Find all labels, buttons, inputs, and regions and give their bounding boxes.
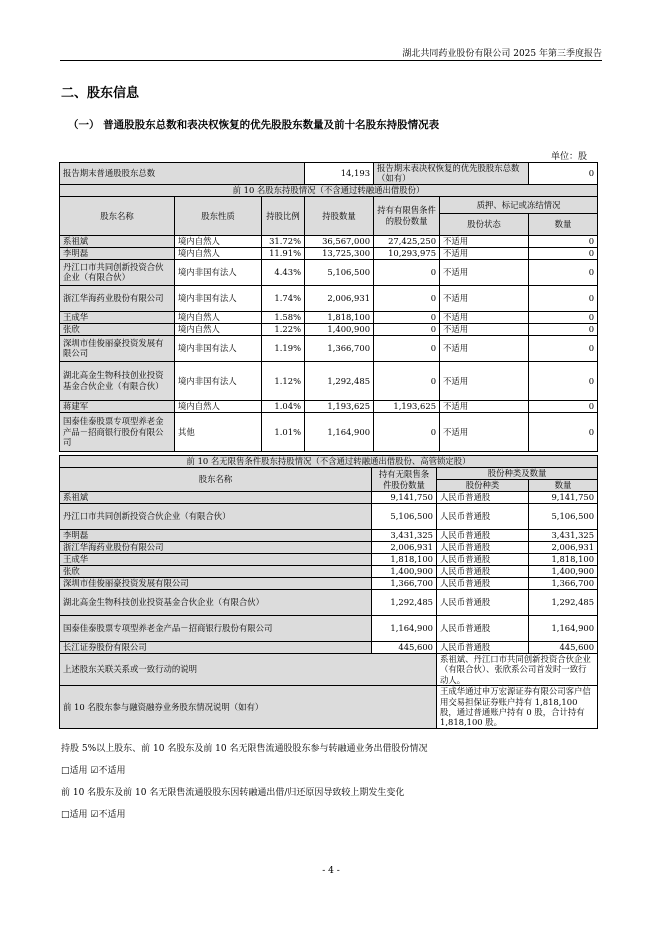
u-header-qty: 持有无限售条件股份数量	[372, 468, 437, 492]
u-header-count: 数量	[529, 480, 598, 492]
table-row: 深圳市佳俊丽豪投资发展有限公司 境内非国有法人 1.19% 1,366,700 0 不适用 0	[60, 335, 598, 361]
unit-label: 单位：股	[550, 152, 587, 162]
preferred-holders-label: 报告期末表决权恢复的优先股股东总数（如有）	[374, 163, 529, 185]
header-pledge: 质押、标记或冻结情况	[440, 196, 598, 213]
checkbox-applicable: □适用	[61, 766, 88, 776]
table-row: 湖北高金生物科技创业投资基金合伙企业（有限合伙） 1,292,485 人民币普通股 1,292,485	[60, 590, 598, 616]
table-row: 深圳市佳俊丽豪投资发展有限公司 1,366,700 人民币普通股 1,366,700	[60, 578, 598, 590]
table-row: 系祖斌 境内自然人 31.72% 36,567,000 27,425,250 不适用 0	[60, 235, 598, 247]
header-nature: 股东性质	[175, 196, 262, 235]
margin-text: 王成华通过申万宏源证券有限公司客户信用交易担保证券账户持有 1,818,100 股，通过普通账户持有 0 股，合计持有 1,818,100 股。	[437, 686, 598, 729]
top10-title: 前 10 名股东持股情况（不含通过转融通出借股份）	[60, 184, 598, 196]
u-header-type: 股份种类	[437, 480, 529, 492]
table-row: 丹江口市共同创新投资合伙企业（有限合伙） 5,106,500 人民币普通股 5,106,500	[60, 504, 598, 530]
note-lending: 持股 5%以上股东、前 10 名股东及前 10 名无限售流通股股东参与转融通业务出借股份情况	[61, 744, 428, 754]
unrestricted-shareholders-table	[59, 455, 598, 729]
related-label: 上述股东关联关系或一致行动的说明	[60, 654, 437, 686]
table-row: 浙江华海药业股份有限公司 境内非国有法人 1.74% 2,006,931 0 不适用 0	[60, 285, 598, 311]
margin-label: 前 10 名股东参与融资融券业务股东情况说明（如有）	[60, 686, 437, 729]
table-row: 李明磊 3,431,325 人民币普通股 3,431,325	[60, 530, 598, 542]
table-row: 张欣 1,400,900 人民币普通股 1,400,900	[60, 566, 598, 578]
table-row: 丹江口市共同创新投资合伙企业（有限合伙） 境内非国有法人 4.43% 5,106,500 0 不适用 0	[60, 259, 598, 285]
note-lending-options	[61, 763, 125, 776]
header-status: 股份状态	[440, 213, 529, 235]
section-title: 二、股东信息	[61, 86, 140, 101]
u-header-name: 股东名称	[60, 468, 372, 492]
header-qty: 持股数量	[305, 196, 374, 235]
unrestricted-title: 前 10 名无限售条件股东持股情况（不含通过转融通出借股份、高管锁定股）	[60, 456, 598, 468]
table-row: 国泰佳泰股票专项型养老金产品－招商银行股份有限公司 1,164,900 人民币普通股 1,164,900	[60, 616, 598, 642]
page-header: 湖北共同药业股份有限公司 2025 年第三季度报告	[402, 49, 602, 59]
u-header-kind: 股份种类及数量	[437, 468, 598, 480]
header-divider	[60, 60, 602, 61]
table-row: 王成华 境内自然人 1.58% 1,818,100 0 不适用 0	[60, 311, 598, 323]
note-change-options	[61, 807, 125, 820]
header-ratio: 持股比例	[262, 196, 305, 235]
header-restricted: 持有有限售条件的股份数量	[374, 196, 440, 235]
top10-shareholders-table	[59, 162, 598, 452]
table-row: 李明磊 境内自然人 11.91% 13,725,300 10,293,975 不适用 0	[60, 247, 598, 259]
table-row: 浙江华海药业股份有限公司 2,006,931 人民币普通股 2,006,931	[60, 542, 598, 554]
table-row: 系祖斌 9,141,750 人民币普通股 9,141,750	[60, 492, 598, 504]
checkbox-not-applicable: ☑不适用	[90, 810, 126, 820]
page-number: - 4 -	[322, 866, 340, 876]
common-holders-value: 14,193	[305, 163, 374, 185]
checkbox-not-applicable: ☑不适用	[90, 766, 126, 776]
header-name: 股东名称	[60, 196, 175, 235]
preferred-holders-value: 0	[529, 163, 598, 185]
checkbox-applicable: □适用	[61, 810, 88, 820]
header-count: 数量	[529, 213, 598, 235]
table-row: 长江证券股份有限公司 445,600 人民币普通股 445,600	[60, 642, 598, 654]
table-row: 蒋建军 境内自然人 1.04% 1,193,625 1,193,625 不适用 0	[60, 400, 598, 412]
table-row: 王成华 1,818,100 人民币普通股 1,818,100	[60, 554, 598, 566]
common-holders-label: 报告期末普通股股东总数	[60, 163, 305, 185]
table-row: 湖北高金生物科技创业投资基金合伙企业（有限合伙） 境内非国有法人 1.12% 1,292,485 0 不适用 0	[60, 361, 598, 400]
note-change: 前 10 名股东及前 10 名无限售流通股股东因转融通出借/归还原因导致较上期发生变化	[61, 788, 405, 798]
related-text: 系祖斌、丹江口市共同创新投资合伙企业（有限合伙）、张欣系公司首发时一致行动人。	[437, 654, 598, 686]
subsection-title: （一） 普通股股东总数和表决权恢复的优先股股东数量及前十名股东持股情况表	[68, 119, 440, 131]
table-row: 国泰佳泰股票专项型养老金产品－招商银行股份有限公司 其他 1.01% 1,164,900 0 不适用 0	[60, 412, 598, 451]
table-row: 张欣 境内自然人 1.22% 1,400,900 0 不适用 0	[60, 323, 598, 335]
